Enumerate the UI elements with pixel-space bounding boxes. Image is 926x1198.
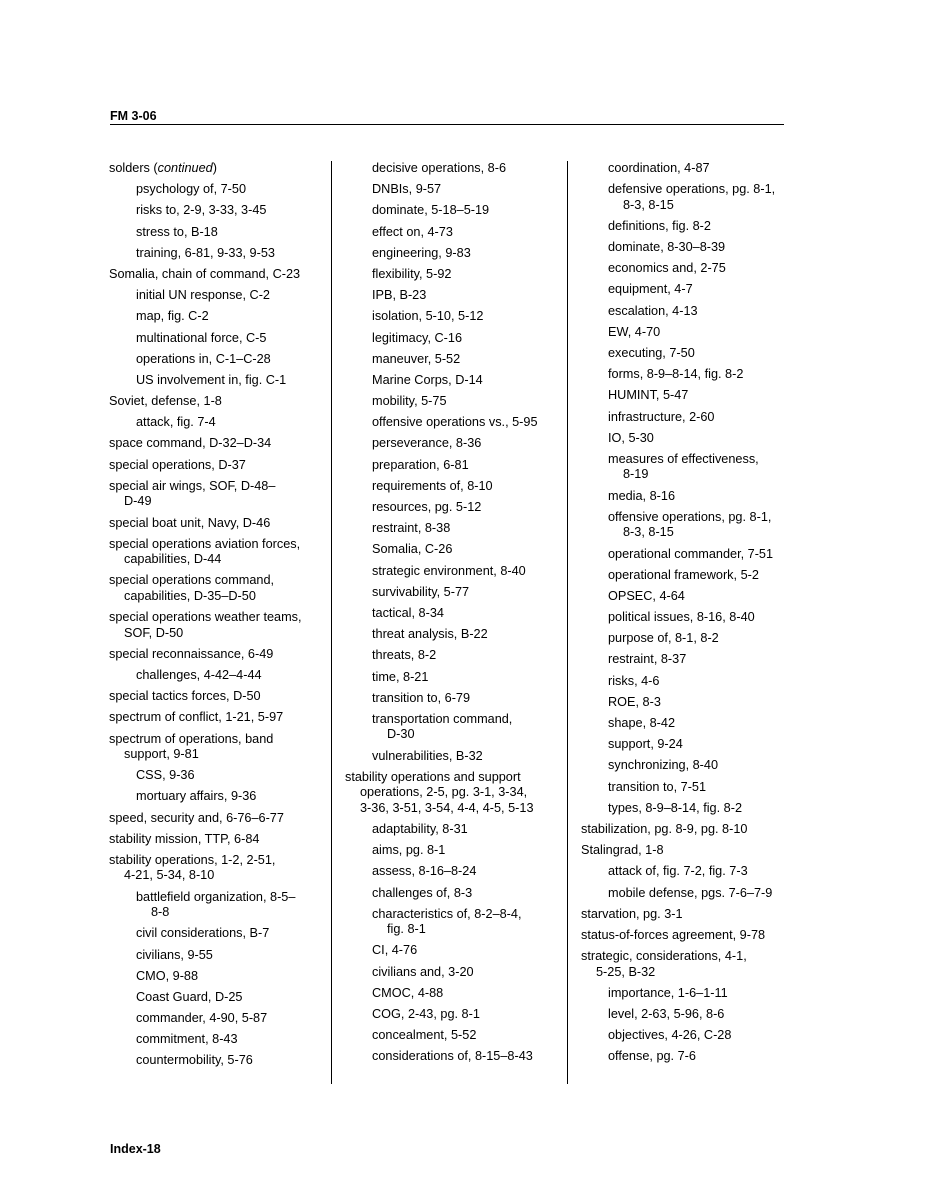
index-entry: stability operations and support operations, 2-5, pg. 3-1, 3-34, 3-36, 3-51, 3-54, 4-4, 4-5, 5-13	[345, 769, 534, 815]
index-subentry: initial UN response, C-2	[136, 288, 270, 303]
index-column-1	[109, 161, 327, 1075]
index-subentry: resources, pg. 5-12	[372, 500, 482, 514]
index-entry: special operations weather teams, SOF, D-50	[109, 610, 302, 640]
index-subentry: vulnerabilities, B-32	[372, 748, 483, 763]
index-subentry: flexibility, 5-92	[372, 266, 452, 281]
index-entry: stability mission, TTP, 6-84	[109, 831, 260, 846]
index-subentry: COG, 2-43, pg. 8-1	[372, 1006, 480, 1021]
index-subentry: challenges of, 8-3	[372, 885, 473, 900]
index-subentry: objectives, 4-26, C-28	[608, 1028, 732, 1043]
index-entry: starvation, pg. 3-1	[581, 906, 683, 921]
index-subentry: commander, 4-90, 5-87	[136, 1011, 268, 1026]
index-subentry: operations in, C-1–C-28	[136, 351, 271, 366]
index-subentry: map, fig. C-2	[136, 309, 209, 324]
index-entry: Somalia, chain of command, C-23	[109, 266, 301, 281]
index-subentry: civilians and, 3-20	[372, 964, 474, 979]
index-subentry: IPB, B-23	[372, 288, 427, 303]
index-subentry: mobile defense, pgs. 7-6–7-9	[608, 885, 773, 900]
index-entry: status-of-forces agreement, 9-78	[581, 927, 766, 942]
index-subentry: ROE, 8-3	[608, 694, 661, 709]
index-subentry: CMO, 9-88	[136, 968, 199, 983]
index-column-3	[581, 161, 793, 1071]
index-subentry: decisive operations, 8-6	[372, 161, 506, 175]
index-subentry: offensive operations, pg. 8-1, 8-3, 8-15	[608, 509, 772, 540]
index-subentry: effect on, 4-73	[372, 224, 453, 239]
index-subentry: transportation command, D-30	[372, 711, 513, 742]
index-entry: spectrum of operations, band support, 9-81	[109, 731, 274, 761]
index-subentry: preparation, 6-81	[372, 457, 469, 472]
index-subentry: Somalia, C-26	[372, 542, 453, 557]
index-subentry: characteristics of, 8-2–8-4, fig. 8-1	[372, 906, 522, 937]
index-entry: special air wings, SOF, D-48– D-49	[109, 478, 276, 509]
column-divider	[567, 161, 568, 1084]
index-subentry: transition to, 7-51	[608, 779, 707, 794]
index-subentry: countermobility, 5-76	[136, 1053, 253, 1068]
index-subentry: risks, 4-6	[608, 673, 660, 688]
index-subentry: IO, 5-30	[608, 430, 654, 445]
index-subentry: coordination, 4-87	[608, 161, 710, 175]
index-subentry: operational commander, 7-51	[608, 546, 774, 561]
index-entry: Soviet, defense, 1-8	[109, 394, 222, 409]
index-subentry: psychology of, 7-50	[136, 182, 247, 197]
index-entry: special reconnaissance, 6-49	[109, 646, 274, 661]
index-subentry: escalation, 4-13	[608, 303, 698, 318]
index-entry: space command, D-32–D-34	[109, 436, 272, 451]
index-subentry: EW, 4-70	[608, 324, 661, 339]
index-subentry: DNBIs, 9-57	[372, 182, 442, 197]
index-subentry: transition to, 6-79	[372, 690, 471, 705]
index-entry: stabilization, pg. 8-9, pg. 8-10	[581, 821, 748, 836]
index-entry: stability operations, 1-2, 2-51, 4-21, 5-34, 8-10	[109, 852, 276, 883]
index-subentry: synchronizing, 8-40	[608, 758, 719, 773]
index-subentry: forms, 8-9–8-14, fig. 8-2	[608, 367, 744, 382]
index-subentry: engineering, 9-83	[372, 245, 471, 260]
index-subentry: OPSEC, 4-64	[608, 588, 685, 603]
index-subentry: operational framework, 5-2	[608, 567, 759, 582]
index-entry: special tactics forces, D-50	[109, 689, 261, 704]
index-subentry: assess, 8-16–8-24	[372, 864, 477, 879]
index-subentry: dominate, 8-30–8-39	[608, 240, 726, 255]
index-entry: special operations aviation forces, capabilities, D-44	[109, 536, 301, 567]
index-entry: solders (continued)	[109, 161, 217, 175]
index-subentry: civilians, 9-55	[136, 947, 213, 962]
header-title: FM 3-06	[110, 109, 165, 123]
index-subentry: challenges, 4-42–4-44	[136, 667, 262, 682]
index-subentry: Marine Corps, D-14	[372, 372, 483, 387]
index-subentry: considerations of, 8-15–8-43	[372, 1049, 533, 1064]
index-entry: special boat unit, Navy, D-46	[109, 515, 271, 530]
index-subentry: multinational force, C-5	[136, 330, 267, 345]
index-subentry: attack of, fig. 7-2, fig. 7-3	[608, 864, 748, 879]
index-subentry: equipment, 4-7	[608, 282, 693, 297]
index-subentry: mobility, 5-75	[372, 394, 447, 409]
index-subentry: survivability, 5-77	[372, 584, 470, 599]
index-subentry: requirements of, 8-10	[372, 478, 493, 493]
index-entry: spectrum of conflict, 1-21, 5-97	[109, 710, 284, 725]
index-subentry: CMOC, 4-88	[372, 985, 444, 1000]
index-subentry: support, 9-24	[608, 737, 683, 752]
index-subentry: restraint, 8-38	[372, 521, 451, 536]
index-subentry: Coast Guard, D-25	[136, 989, 243, 1004]
index-subentry: commitment, 8-43	[136, 1032, 238, 1047]
index-subentry: time, 8-21	[372, 669, 429, 684]
index-subentry: economics and, 2-75	[608, 261, 726, 276]
index-subentry: maneuver, 5-52	[372, 351, 461, 366]
index-entry: strategic, considerations, 4-1, 5-25, B-32	[581, 949, 747, 979]
index-subentry: stress to, B-18	[136, 224, 218, 239]
index-subentry: tactical, 8-34	[372, 605, 444, 620]
index-subentry: defensive operations, pg. 8-1, 8-3, 8-15	[608, 182, 776, 212]
index-subentry: dominate, 5-18–5-19	[372, 203, 490, 218]
index-subentry: CSS, 9-36	[136, 768, 195, 783]
index-subentry: threat analysis, B-22	[372, 627, 488, 642]
index-subentry: importance, 1-6–1-11	[608, 985, 728, 1000]
index-subentry: risks to, 2-9, 3-33, 3-45	[136, 203, 267, 218]
index-column-2	[345, 161, 560, 1071]
index-subentry: strategic environment, 8-40	[372, 563, 526, 578]
index-subentry: restraint, 8-37	[608, 652, 687, 667]
index-subentry: legitimacy, C-16	[372, 330, 463, 345]
index-subentry: HUMINT, 5-47	[608, 388, 689, 403]
index-entry: special operations command, capabilities, D-35–D-50	[109, 573, 275, 603]
index-subentry: isolation, 5-10, 5-12	[372, 309, 484, 324]
column-divider	[331, 161, 332, 1084]
index-subentry: US involvement in, fig. C-1	[136, 372, 287, 387]
index-entry: speed, security and, 6-76–6-77	[109, 810, 284, 825]
index-subentry: attack, fig. 7-4	[136, 415, 216, 430]
index-subentry: adaptability, 8-31	[372, 821, 468, 836]
index-subentry: infrastructure, 2-60	[608, 409, 715, 424]
index-subentry: battlefield organization, 8-5– 8-8	[136, 889, 296, 920]
index-entry: special operations, D-37	[109, 457, 246, 472]
running-header	[110, 110, 784, 125]
index-subentry: civil considerations, B-7	[136, 926, 270, 941]
index-subentry: mortuary affairs, 9-36	[136, 789, 257, 804]
index-subentry: measures of effectiveness, 8-19	[608, 451, 759, 482]
index-subentry: purpose of, 8-1, 8-2	[608, 631, 719, 646]
index-subentry: training, 6-81, 9-33, 9-53	[136, 245, 275, 260]
page-number: Index-18	[110, 1142, 161, 1156]
index-subentry: CI, 4-76	[372, 943, 418, 958]
index-subentry: definitions, fig. 8-2	[608, 218, 711, 233]
index-subentry: offensive operations vs., 5-95	[372, 415, 538, 430]
index-entry: Stalingrad, 1-8	[581, 843, 664, 858]
index-subentry: level, 2-63, 5-96, 8-6	[608, 1006, 725, 1021]
index-subentry: types, 8-9–8-14, fig. 8-2	[608, 800, 742, 815]
index-subentry: concealment, 5-52	[372, 1028, 477, 1043]
index-subentry: perseverance, 8-36	[372, 436, 482, 451]
index-subentry: shape, 8-42	[608, 716, 676, 730]
index-subentry: media, 8-16	[608, 488, 675, 503]
index-subentry: executing, 7-50	[608, 346, 695, 360]
index-subentry: aims, pg. 8-1	[372, 843, 446, 858]
index-subentry: political issues, 8-16, 8-40	[608, 610, 755, 625]
index-subentry: offense, pg. 7-6	[608, 1049, 696, 1064]
index-subentry: threats, 8-2	[372, 648, 437, 663]
